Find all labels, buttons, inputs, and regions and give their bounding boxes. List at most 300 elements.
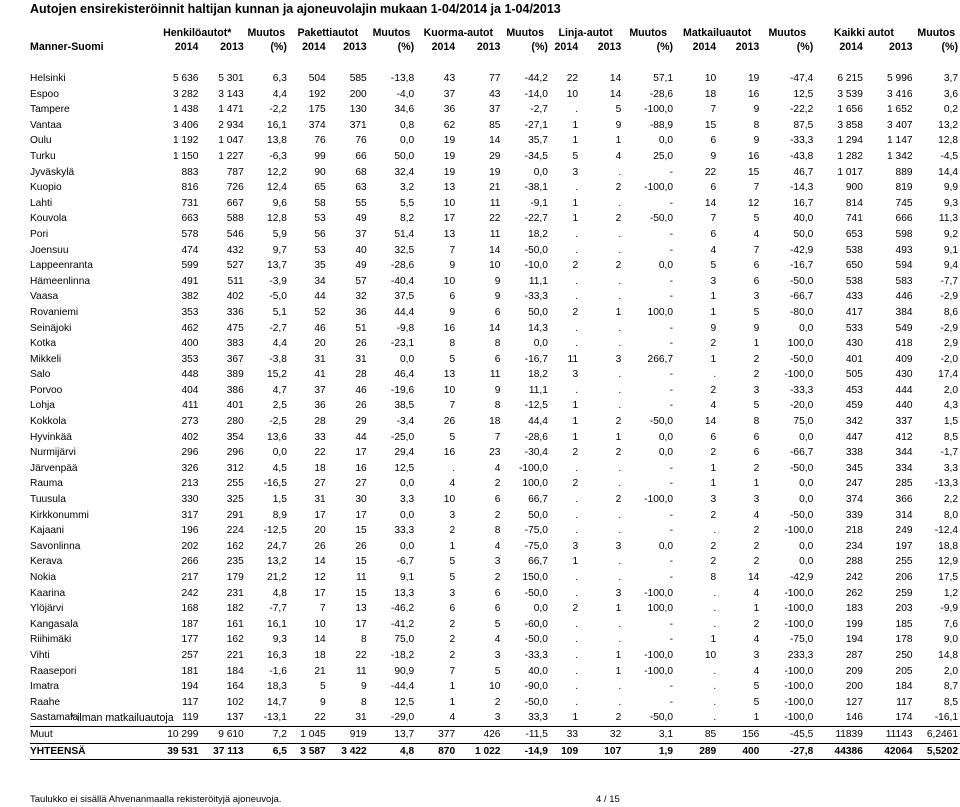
pct-header: (%)	[397, 40, 415, 53]
table-cell: 50,0	[528, 306, 548, 318]
table-cell: 42064	[865, 743, 915, 760]
table-cell: .	[575, 696, 579, 708]
table-cell: -43,8	[790, 150, 814, 162]
table-cell: 2	[753, 369, 760, 381]
table-row	[30, 414, 960, 430]
group-header: Kaikki autot	[833, 27, 894, 39]
table-cell: 21	[489, 182, 501, 194]
table-cell: 538	[845, 275, 863, 287]
table-cell: 1 017	[837, 166, 863, 178]
table-cell: 14	[609, 73, 622, 84]
table-cell: 209	[845, 665, 863, 677]
table-cell: 1	[710, 634, 717, 646]
table-cell: 12,5	[394, 462, 415, 474]
table-cell: 168	[181, 603, 199, 615]
table-cell: 4,4	[272, 88, 287, 100]
table-cell: -45,5	[761, 726, 815, 743]
table-cell: 179	[226, 572, 244, 583]
table-cell: .	[575, 275, 579, 287]
table-cell: 247	[845, 478, 863, 490]
table-cell: -50,0	[790, 275, 814, 287]
table-cell: 18	[314, 649, 326, 661]
table-row	[30, 445, 960, 461]
table-cell: .	[618, 572, 622, 583]
year-header: 2013	[597, 40, 622, 53]
table-cell: 22	[355, 649, 367, 661]
table-cell: 13	[355, 603, 367, 615]
table-cell: 345	[845, 462, 863, 474]
table-cell: 33	[314, 431, 326, 443]
table-cell: 374	[308, 119, 326, 131]
table-cell: 12,5	[793, 88, 814, 100]
table-cell: 367	[226, 353, 244, 365]
table-cell: .	[618, 462, 622, 474]
table-cell: 3	[710, 275, 717, 287]
table-cell: -	[669, 197, 674, 209]
municipality-name: Kuopio	[30, 182, 62, 194]
table-cell: -75,0	[524, 525, 548, 537]
table-cell: 13,6	[267, 431, 287, 443]
table-cell: 8,5	[943, 696, 958, 708]
table-cell: 418	[895, 338, 913, 350]
municipality-name: Järvenpää	[30, 462, 78, 474]
table-cell: 4,4	[272, 338, 287, 350]
table-cell: 402	[181, 431, 199, 443]
table-cell: 56	[314, 228, 326, 240]
table-cell: 1	[572, 712, 579, 724]
year-header: 2014	[302, 40, 326, 53]
table-cell: 14,7	[267, 696, 287, 708]
table-cell: -	[669, 244, 674, 256]
table-cell: 1 022	[457, 743, 502, 760]
table-cell: 32,4	[394, 166, 415, 178]
table-cell: 33,3	[394, 525, 415, 537]
table-cell: 6	[753, 447, 760, 459]
table-cell: -18,2	[390, 649, 415, 661]
table-cell: 5 996	[887, 73, 913, 84]
table-cell: 12,9	[938, 556, 958, 568]
table-cell: -2,5	[269, 416, 287, 428]
table-cell: -100,0	[784, 369, 814, 381]
table-cell: 66,7	[528, 494, 548, 506]
table-cell: 13	[443, 228, 456, 240]
table-cell: 666	[895, 213, 913, 225]
table-cell: 51,4	[394, 228, 415, 240]
table-cell: -1,7	[940, 447, 958, 459]
table-row	[30, 695, 960, 711]
table-cell: -40,4	[390, 275, 415, 287]
table-cell: 599	[181, 260, 199, 272]
table-cell: 2	[615, 213, 622, 225]
table-cell: 119	[182, 712, 199, 724]
table-cell: 447	[845, 431, 863, 443]
table-cell: 22	[489, 213, 501, 225]
table-cell: 24,7	[267, 540, 287, 552]
table-cell: 546	[226, 228, 244, 240]
table-cell: 10	[566, 88, 579, 100]
table-cell: 4,8	[272, 587, 287, 599]
group-header: Kuorma-autot	[423, 27, 494, 39]
table-cell: 266	[181, 556, 199, 568]
table-cell: 8	[494, 525, 501, 537]
table-cell: 8,9	[272, 509, 287, 521]
table-cell: 33,3	[528, 712, 548, 724]
table-cell: 7	[449, 400, 456, 412]
table-cell: 9	[449, 306, 456, 318]
municipality-name: Lohja	[30, 400, 55, 412]
table-cell: 1 282	[837, 150, 863, 162]
table-cell: 17	[355, 447, 367, 459]
table-row	[30, 149, 960, 165]
table-cell: 8,0	[943, 509, 958, 521]
table-cell: 13,3	[394, 587, 415, 599]
table-cell: -14,9	[502, 743, 549, 760]
table-cell: -2,9	[940, 291, 958, 303]
table-cell: -16,5	[263, 478, 287, 490]
year-header: 2013	[888, 40, 913, 53]
municipality-name: Riihimäki	[30, 634, 72, 646]
table-cell: 156	[718, 726, 761, 743]
year-header: 2013	[343, 40, 367, 53]
table-cell: 3	[572, 166, 579, 178]
table-cell: 371	[349, 119, 367, 131]
table-cell: -2,2	[269, 104, 287, 116]
table-cell: 1	[710, 306, 717, 318]
table-cell: 7	[449, 665, 456, 677]
table-cell: -50,0	[790, 353, 814, 365]
table-cell: 1,5	[943, 416, 958, 428]
table-cell: .	[713, 712, 717, 724]
table-cell: 18	[314, 462, 326, 474]
table-cell: 527	[226, 260, 244, 272]
table-cell: 16,1	[267, 119, 287, 131]
table-cell: -6,7	[396, 556, 415, 568]
table-cell: 549	[895, 322, 913, 334]
table-cell: 259	[895, 587, 913, 599]
table-cell: 4	[494, 634, 501, 646]
table-cell: -27,1	[524, 119, 548, 131]
table-cell: 17,4	[938, 369, 958, 381]
table-cell: 0,0	[799, 540, 814, 552]
table-cell: 65	[314, 182, 326, 194]
municipality-name: Helsinki	[30, 73, 66, 84]
table-cell: 184	[226, 665, 244, 677]
municipality-name: Porvoo	[30, 384, 63, 396]
table-cell: 1	[449, 681, 456, 693]
table-cell: 7	[449, 244, 456, 256]
municipality-name: Kouvola	[30, 213, 67, 225]
table-cell: 5	[753, 213, 760, 225]
table-cell: 2	[615, 494, 622, 506]
table-cell: 18,8	[938, 540, 958, 552]
table-cell: 5	[753, 696, 760, 708]
table-cell: 194	[181, 681, 199, 693]
table-cell: -50,0	[649, 416, 674, 428]
table-cell: 4	[753, 509, 760, 521]
table-cell: -12,5	[263, 525, 287, 537]
table-cell: 16	[747, 88, 760, 100]
table-cell: -9,8	[396, 322, 415, 334]
table-cell: .	[452, 462, 456, 474]
table-cell: 18,2	[528, 369, 548, 381]
table-cell: -28,6	[390, 260, 415, 272]
table-row	[30, 586, 960, 602]
table-cell: 23	[489, 447, 501, 459]
table-cell: .	[713, 618, 717, 630]
table-cell: 10	[443, 384, 456, 396]
year-header: 2014	[174, 40, 199, 53]
table-cell: 37 113	[200, 743, 245, 760]
table-cell: 262	[845, 587, 863, 599]
table-row	[30, 180, 960, 196]
year-header: 2013	[476, 40, 501, 53]
table-cell: .	[575, 462, 579, 474]
table-row	[30, 352, 960, 368]
table-cell: .	[575, 322, 579, 334]
table-cell: 1	[753, 338, 760, 350]
table-cell: 430	[895, 369, 913, 381]
table-cell: 5,5202	[915, 743, 960, 760]
table-cell: 9	[710, 150, 717, 162]
municipality-name: Vantaa	[30, 119, 62, 131]
table-cell: -2,7	[530, 104, 548, 116]
table-cell: 17	[314, 509, 326, 521]
table-cell: .	[713, 696, 717, 708]
table-cell: 1,5	[272, 494, 287, 506]
year-header: 2013	[735, 40, 760, 53]
table-cell: 430	[845, 338, 863, 350]
table-cell: 0,0	[799, 556, 814, 568]
table-cell: .	[575, 649, 579, 661]
municipality-name: Seinäjoki	[30, 322, 72, 334]
table-cell: -	[669, 509, 674, 521]
table-cell: .	[618, 275, 622, 287]
table-cell: 100,0	[787, 338, 814, 350]
table-cell: 62	[443, 119, 456, 131]
table-cell: -3,4	[396, 416, 415, 428]
table-cell: 12,2	[267, 166, 287, 178]
table-cell: 1	[710, 353, 717, 365]
table-cell: 5	[753, 306, 760, 318]
table-cell: -14,3	[790, 182, 814, 194]
table-row	[30, 102, 960, 118]
table-row	[30, 523, 960, 539]
table-cell: .	[618, 228, 622, 240]
table-cell: 87,5	[793, 119, 814, 131]
table-cell: 50,0	[528, 509, 548, 521]
municipality-name: Lappeenranta	[30, 260, 93, 272]
table-cell: 6	[753, 260, 760, 272]
table-cell: 7	[710, 213, 717, 225]
table-cell: 3 406	[172, 119, 199, 131]
table-cell: 26	[314, 540, 326, 552]
table-cell: .	[575, 618, 579, 630]
table-cell: 107	[580, 743, 623, 760]
table-cell: 0,0	[533, 166, 548, 178]
group-header: Matkailuautot	[683, 27, 752, 39]
table-row	[30, 383, 960, 399]
table-cell: 338	[845, 447, 863, 459]
table-row	[30, 87, 960, 103]
table-cell: 883	[181, 166, 199, 178]
table-row	[30, 227, 960, 243]
table-cell: 4	[494, 540, 501, 552]
table-cell: 255	[226, 478, 244, 490]
table-cell: 19	[747, 73, 760, 84]
table-cell: 4,8	[369, 743, 416, 760]
table-cell: 175	[308, 104, 326, 116]
table-cell: 100,0	[647, 306, 674, 318]
table-cell: -80,0	[790, 306, 814, 318]
table-cell: 8	[753, 416, 760, 428]
table-cell: 221	[226, 649, 244, 661]
table-row	[30, 71, 960, 87]
table-cell: 181	[181, 665, 199, 677]
table-cell: .	[713, 369, 717, 381]
table-cell: -90,0	[524, 681, 548, 693]
table-cell: 0,2	[943, 104, 958, 116]
municipality-name: Vaasa	[30, 291, 59, 303]
municipality-name: Raasepori	[30, 665, 77, 677]
table-cell: 5,9	[272, 228, 287, 240]
table-cell: 1	[615, 649, 622, 661]
table-row	[30, 508, 960, 524]
table-cell: 9,1	[399, 572, 415, 583]
table-cell: 650	[845, 260, 863, 272]
municipality-name: Kajaani	[30, 525, 64, 537]
table-cell: -100,0	[644, 665, 674, 677]
table-cell: -9,9	[940, 603, 958, 615]
table-cell: 598	[895, 228, 913, 240]
table-cell: 22	[566, 73, 579, 84]
table-cell: 11	[489, 197, 501, 209]
table-row	[30, 554, 960, 570]
table-cell: 289	[675, 743, 718, 760]
table-cell: -	[669, 634, 674, 646]
table-cell: 7,6	[943, 618, 958, 630]
table-cell: 22	[314, 447, 326, 459]
table-cell: 102	[226, 696, 244, 708]
municipality-name: Hämeenlinna	[30, 275, 91, 287]
table-cell: 9	[361, 681, 367, 693]
table-cell: 1	[572, 400, 579, 412]
table-cell: 32	[580, 726, 623, 743]
table-cell: 1 147	[887, 135, 913, 147]
table-cell: 2	[449, 649, 456, 661]
table-cell: 46	[355, 384, 367, 396]
table-cell: 19	[443, 135, 456, 147]
table-cell: 400	[718, 743, 761, 760]
table-cell: 203	[895, 603, 913, 615]
table-cell: -7,7	[269, 603, 287, 615]
group-header: Linja-autot	[558, 27, 613, 39]
table-cell: 3	[494, 712, 501, 724]
table-cell: 2	[710, 447, 717, 459]
group-header: Pakettiautot	[297, 27, 359, 39]
table-cell: 404	[181, 384, 199, 396]
table-cell: -3,8	[269, 353, 287, 365]
table-cell: 2	[615, 182, 622, 194]
table-cell: -50,0	[524, 634, 548, 646]
table-cell: 3,3	[943, 462, 958, 474]
table-cell: 1	[572, 556, 579, 568]
table-cell: 233,3	[787, 649, 814, 661]
table-cell: .	[618, 197, 622, 209]
table-cell: 5	[320, 681, 326, 693]
municipality-name: Jyväskylä	[30, 166, 75, 178]
municipality-name: Tuusula	[30, 494, 66, 506]
table-cell: .	[575, 572, 579, 583]
table-cell: -33,3	[790, 135, 814, 147]
table-cell: 182	[226, 603, 244, 615]
table-cell: 39 531	[151, 743, 201, 760]
table-cell: 288	[845, 556, 863, 568]
table-cell: 200	[845, 681, 863, 693]
table-cell: 44	[355, 431, 367, 443]
table-cell: 0,0	[533, 603, 548, 615]
table-cell: 4	[449, 712, 456, 724]
table-cell: -4,5	[940, 150, 958, 162]
table-cell: 250	[895, 649, 913, 661]
table-cell: 314	[895, 509, 913, 521]
table-cell: 38,5	[394, 400, 415, 412]
table-cell: 583	[895, 275, 913, 287]
table-cell: 9,6	[272, 197, 287, 209]
table-cell: .	[618, 634, 622, 646]
table-cell: 99	[314, 150, 326, 162]
table-cell: 34	[314, 275, 326, 287]
table-cell: 3 282	[172, 88, 199, 100]
table-cell: 2,2	[943, 494, 958, 506]
table-cell: 1	[572, 119, 579, 131]
table-cell: 1	[572, 431, 579, 443]
table-cell: 266,7	[647, 353, 674, 365]
table-cell: 17,5	[938, 572, 958, 583]
table-cell: 1 652	[887, 104, 913, 116]
table-cell: .	[575, 494, 579, 506]
table-cell: 1	[572, 416, 579, 428]
table-cell: -100,0	[644, 587, 674, 599]
table-cell: 474	[181, 244, 199, 256]
table-cell: 6	[494, 587, 501, 599]
table-cell: 6	[494, 494, 501, 506]
table-cell: 5	[710, 260, 717, 272]
table-cell: -41,2	[390, 618, 415, 630]
table-cell: 40	[355, 244, 367, 256]
table-cell: 2	[753, 525, 760, 537]
table-cell: 1	[572, 135, 579, 147]
table-cell: 11	[489, 369, 501, 381]
table-cell: 90,9	[394, 665, 415, 677]
table-cell: -100,0	[644, 104, 674, 116]
table-cell: -3,9	[269, 275, 287, 287]
table-cell: -	[669, 572, 674, 583]
table-cell: .	[713, 681, 717, 693]
table-cell: 10	[314, 618, 326, 630]
table-cell: 0,0	[658, 260, 674, 272]
table-cell: 819	[895, 182, 913, 194]
municipality-name: Joensuu	[30, 244, 69, 256]
table-cell: 10 299	[151, 726, 201, 743]
table-cell: 1	[753, 478, 760, 490]
table-cell: 27	[355, 478, 367, 490]
table-cell: 11839	[815, 726, 865, 743]
table-cell: .	[618, 478, 622, 490]
table-cell: 6	[753, 275, 760, 287]
table-cell: 3	[615, 353, 622, 365]
table-cell: .	[618, 525, 622, 537]
table-cell: 14,3	[528, 322, 548, 334]
